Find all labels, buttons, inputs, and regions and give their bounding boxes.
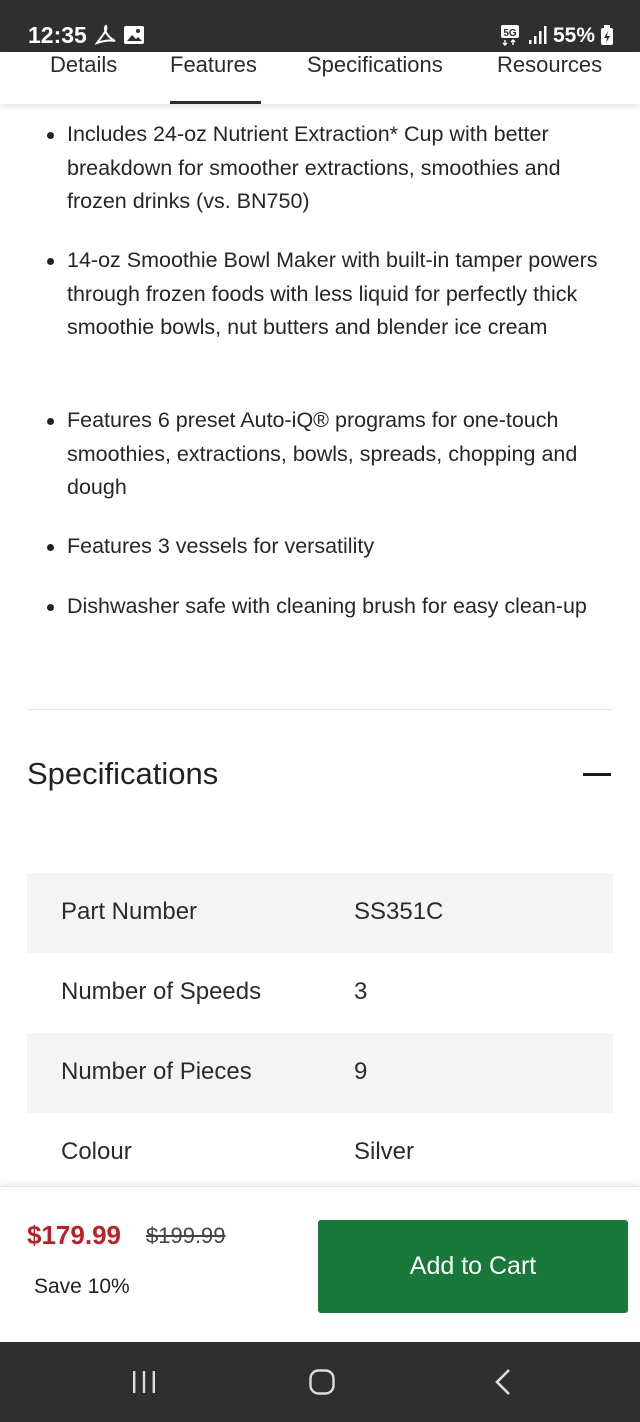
- active-tab-indicator: [170, 101, 261, 104]
- section-tabs: [0, 52, 640, 104]
- spec-value: SS351C: [354, 898, 444, 925]
- add-to-cart-button[interactable]: Add to Cart: [318, 1220, 628, 1313]
- cart-bar: [0, 1186, 640, 1342]
- specifications-heading: Specifications: [27, 756, 219, 791]
- pdf-icon: [94, 24, 118, 51]
- recent-apps-icon[interactable]: [130, 1368, 158, 1401]
- spec-label: Number of Pieces: [61, 1058, 252, 1085]
- status-time: 12:35: [28, 22, 87, 48]
- spec-row: [27, 953, 613, 1033]
- battery-icon: [600, 24, 614, 51]
- system-nav-bar: [0, 1342, 640, 1422]
- specifications-table: [27, 873, 613, 1193]
- feature-item: Dishwasher safe with cleaning brush for easy clean-up: [67, 590, 612, 624]
- original-price: $199.99: [146, 1223, 226, 1248]
- feature-item: Features 6 preset Auto-iQ® programs for one-touch smoothies, extractions, bowls, spreads, chopping and dough: [67, 404, 612, 505]
- spec-label: Colour: [61, 1138, 132, 1165]
- 5g-icon: [500, 24, 524, 51]
- feature-item: 14-oz Smoothie Bowl Maker with built-in tamper powers through frozen foods with less liquid for perfectly thick smoothie bowls, nut butters and blender ice cream: [67, 244, 612, 345]
- spec-value: Silver: [354, 1138, 415, 1165]
- status-bar: [0, 0, 640, 52]
- spec-value: 3: [354, 978, 368, 1005]
- image-icon: [123, 24, 145, 51]
- collapse-minus-icon[interactable]: [583, 773, 611, 776]
- feature-item: Features 3 vessels for versatility: [67, 530, 612, 564]
- svg-text:5G: 5G: [503, 28, 517, 39]
- spec-row: [27, 1033, 613, 1113]
- spec-label: Number of Speeds: [61, 978, 262, 1005]
- spec-value: 9: [354, 1058, 368, 1085]
- spec-label: Part Number: [61, 898, 198, 925]
- signal-icon: [528, 24, 548, 51]
- home-icon[interactable]: [308, 1368, 336, 1401]
- sale-price: $179.99: [27, 1220, 121, 1250]
- savings-label: Save 10%: [34, 1275, 130, 1298]
- feature-item: Includes 24-oz Nutrient Extraction* Cup with better breakdown for smoother extractions, smoothies and frozen drinks (vs. BN750): [67, 118, 612, 219]
- section-divider: [27, 709, 613, 710]
- tab-features[interactable]: Features: [170, 52, 257, 77]
- spec-row: [27, 873, 613, 953]
- battery-percent: 55%: [553, 24, 596, 47]
- tab-specifications[interactable]: Specifications: [307, 52, 443, 77]
- tab-resources[interactable]: Resources: [497, 52, 603, 77]
- tab-details[interactable]: Details: [50, 52, 118, 77]
- spec-row: [27, 1113, 613, 1193]
- back-icon[interactable]: [492, 1368, 516, 1401]
